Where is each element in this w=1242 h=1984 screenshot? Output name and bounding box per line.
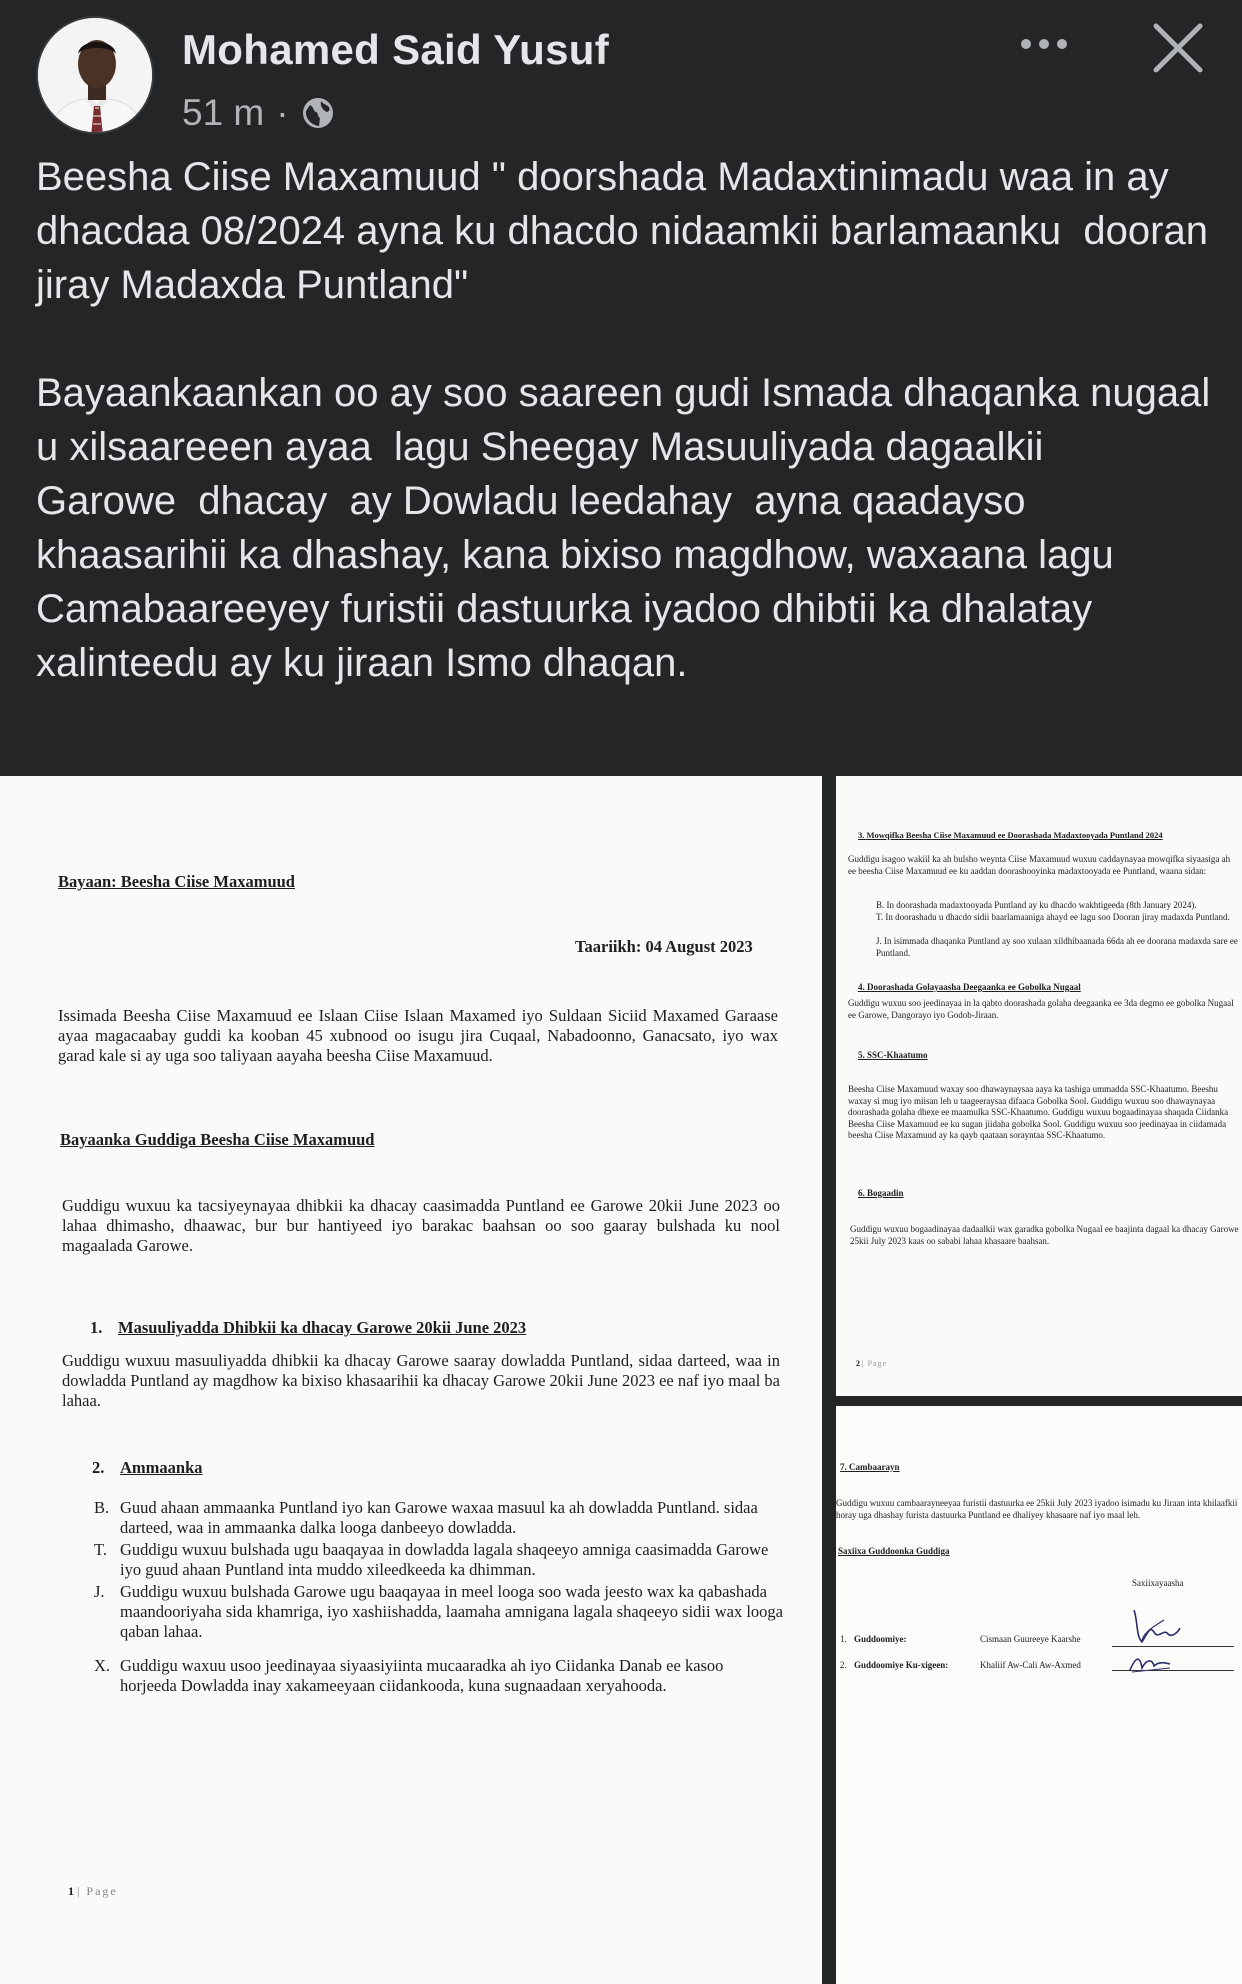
author-name[interactable]: Mohamed Said Yusuf bbox=[182, 26, 610, 73]
doc2-s3-item-b: B. In doorashada madaxtooyada Puntland ay ku dhacdo wakhtigeeda (8th January 2024). bbox=[876, 900, 1197, 910]
doc1-page-number: 1 bbox=[68, 1884, 74, 1898]
doc1-item-t-text: Guddigu wuxuu bulshada ugu baaqayaa in dowladda lagala shaqeeyo amniga caasimadda Garowe iyo guud ahaan Puntland inta muddo xileedkeeda ka dhimman. bbox=[120, 1540, 769, 1579]
doc2-s4-text: Guddigu wuxuu soo jeedinayaa in la qabto doorashada golaha deegaanka ee 3da degmo ee gobolka Nugaal ee Garowe, Dangorayo iyo Godob-Jiraan. bbox=[848, 998, 1234, 1020]
doc3-sig-header: Saxiixayaasha bbox=[1132, 1578, 1184, 1588]
doc3-row2-num: 2. bbox=[840, 1660, 847, 1670]
doc1-item-x-letter: X. bbox=[94, 1656, 111, 1675]
doc1-item-j-letter: J. bbox=[94, 1582, 105, 1601]
post-meta bbox=[182, 92, 335, 134]
doc1-s2-num: 2. bbox=[92, 1458, 105, 1477]
doc1-item-j-text: Guddigu wuxuu bulshada Garowe ugu baaqayaa in meel looga soo wada jeesto wax ka qabashada maandooriyaha sida khamriga, iyo xashiishadda, laamaha amnigana lagala shaqeeyo sidii wax looga qaban lahaa. bbox=[120, 1582, 783, 1641]
doc3-sig-title: Saxiixa Guddoonka Guddiga bbox=[838, 1546, 950, 1556]
doc2-s6-text: Guddigu wuxuu bogaadinayaa dadaalkii wax garadka gobolka Nugaal ee baajinta dagaal ka dhacay Garowe 25kii July 2023 kaas oo sababi lahaa khasaare baahsan. bbox=[850, 1224, 1239, 1246]
doc3-row2-name: Khaliif Aw-Cali Aw-Axmed bbox=[980, 1660, 1081, 1670]
doc3-row1-name: Cismaan Guureeye Kaarshe bbox=[980, 1634, 1081, 1644]
doc3-row1-num: 1. bbox=[840, 1634, 847, 1644]
document-image-page-1[interactable] bbox=[0, 776, 822, 1984]
doc1-title: Bayaan: Beesha Ciise Maxamuud bbox=[58, 872, 295, 891]
doc2-s3-item-j: J. In isimmada dhaqanka Puntland ay soo xulaan xildhibaanada 66da ah ee doorana madaxda sare ee Puntland. bbox=[876, 936, 1238, 958]
doc3-row2-role: Guddoomiye Ku-xigeen: bbox=[854, 1660, 949, 1670]
close-button[interactable] bbox=[1146, 16, 1210, 80]
doc1-para1: Guddigu wuxuu ka tacsiyeynayaa dhibkii ka dhacay caasimadda Puntland ee Garowe 20kii June 2023 oo lahaa dhimasho, dhaawac, bur bur hantiyeed iyo barakac baahsan oo soo gaaray bulshada ku nool magaalada Garowe. bbox=[62, 1196, 780, 1255]
signature-2-icon bbox=[1126, 1652, 1176, 1676]
post-paragraph-1: Beesha Ciise Maxamuud " doorshada Madaxtinimadu waa in ay dhacdaa 08/2024 ayna ku dhacdo nidaamkii barlamaanku dooran jiray Madaxda Puntland" bbox=[36, 155, 1220, 307]
doc1-s1-text: Guddigu wuxuu masuuliyadda dhibkii ka dhacay Garowe saaray dowladda Puntland, sidaa darteed, waa in dowladda Puntland ay magdhow ka bixiso khasaarihii ka dhacay Garowe 20kii June 2023 ee naf iyo maal ba lahaa. bbox=[62, 1351, 781, 1410]
doc1-item-b-text: Guud ahaan ammaanka Puntland iyo kan Garowe waxaa masuul ka ah dowladda Puntland. sidaa darteed, waa in ammaanka dalka looga danbeeyo dowladda. bbox=[120, 1498, 758, 1537]
post-paragraph-2: Bayaankaankan oo ay soo saareen gudi Ismada dhaqanka nugaal u xilsaareeen ayaa lagu Sheegay Masuuliyada dagaalkii Garowe dhacay ay Dowladu leedahay ayna qaadayso khaasarihii ka dhashay, kana bixiso magdhow, waxaana lagu Camabaareeyey furistii dastuurka iyadoo dhibtii ka dhalatay xalinteedu ay ku jiraan Ismo dhaqan. bbox=[36, 371, 1222, 685]
doc1-s1-title: Masuuliyadda Dhibkii ka dhacay Garowe 20kii June 2023 bbox=[118, 1318, 527, 1337]
doc2-footer bbox=[856, 1359, 887, 1368]
doc3-s7-text: Guddigu wuxuu cambaarayneeyaa furistii dastuurka ee 25kii July 2023 iyadoo isimadu ku Jiraan inta khilaafkii horay uga dhashay furista dastuurka Puntland ee dhaliyey khasaare naf iyo maal leh. bbox=[836, 1498, 1238, 1520]
document-image-page-2[interactable] bbox=[836, 776, 1242, 1396]
avatar[interactable] bbox=[36, 16, 154, 134]
post-header bbox=[0, 0, 1242, 140]
doc2-s5-title: 5. SSC-Khaatumo bbox=[858, 1050, 928, 1060]
doc1-item-x-text: Guddigu waxuu usoo jeedinayaa siyaasiyiinta mucaaradka ah iyo Ciidanka Danab ee kasoo horjeeda Dowladda inay xakameeyaan ciidankooda, kuna sugnaadaan xeryahooda. bbox=[120, 1656, 724, 1695]
doc1-footer bbox=[68, 1884, 118, 1899]
doc2-s5-text: Beesha Ciise Maxamuud waxay soo dhawaynaysaa aaya ka tashiga ummadda SSC-Khaatumo. Beeshu waxay si mug iyo miisan leh u taageeraysaa difaaca Gobolka Sool. Guddigu wuxuu soo dhawaynayaa doorashada golaha dhexe ee maamulka SSC-Khaatumo. Guddigu wuxuu bogaadinayaa shaqada Ciidanka Beesha Ciise Maxamuud ee ku sugan jiidaha gobolka Sool. Guddigu wuxuu soo jeedinayaa in ciidamada beesha Ciise Maxamuud ay ka qayb qaataan sorayntaa SSC-Khaatumo. bbox=[848, 1084, 1229, 1140]
signature-1-icon bbox=[1128, 1602, 1188, 1652]
post-time[interactable]: 51 m bbox=[182, 92, 265, 133]
doc1-page-label: | Page bbox=[77, 1884, 118, 1898]
doc2-page-label: | Page bbox=[862, 1359, 888, 1368]
doc3-s7-title: 7. Cambaarayn bbox=[840, 1462, 900, 1472]
doc3-row1-role: Guddoomiye: bbox=[854, 1634, 907, 1644]
doc2-s3-item-t: T. In doorashadu u dhacdo sidii baarlamaaniga ahayd ee lagu soo Dooran jiray madaxda Puntland. bbox=[876, 912, 1230, 922]
document-image-page-3[interactable] bbox=[836, 1406, 1242, 1984]
doc1-s1-num: 1. bbox=[90, 1318, 103, 1337]
doc2-s4-title: 4. Doorashada Golayaasha Deegaanka ee Gobolka Nugaal bbox=[858, 982, 1081, 992]
more-dots-icon bbox=[1019, 38, 1069, 50]
more-options-button[interactable] bbox=[1012, 24, 1076, 64]
globe-icon bbox=[301, 96, 335, 130]
close-icon bbox=[1146, 16, 1210, 80]
doc2-s3-title: 3. Mowqifka Beesha Ciise Maxamuud ee Doorashada Madaxtooyada Puntland 2024 bbox=[858, 830, 1163, 840]
doc2-page-number: 2 bbox=[856, 1359, 860, 1368]
doc1-subtitle: Bayaanka Guddiga Beesha Ciise Maxamuud bbox=[60, 1130, 375, 1149]
meta-separator: · bbox=[276, 92, 289, 133]
doc2-s6-title: 6. Bogaadin bbox=[858, 1188, 904, 1198]
doc2-s3-text: Guddigu isagoo wakiil ka ah bulsho weynta Ciise Maxamuud wuxuu caddaynayaa mowqifka siyaasiga ah ee beesha Ciise Maxamuud ee ku aaddan doorashooyinka madaxtooyada ee Puntland, waana sidan: bbox=[848, 854, 1231, 876]
post-text bbox=[36, 150, 1222, 690]
doc1-intro: Issimada Beesha Ciise Maxamuud ee Islaan Ciise Islaan Maxamed iyo Suldaan Siciid Maxamed Garaase ayaa magacaabay guddi ka kooban 45 xubnood oo isugu jira Cuqaal, Nabadoonno, Ganacsato, iyo wax garad kale si ay uga soo taliyaan aayaha beesha Ciise Maxamuud. bbox=[58, 1006, 778, 1065]
profile-photo bbox=[38, 18, 154, 134]
doc1-item-t-letter: T. bbox=[94, 1540, 107, 1559]
doc1-s2-title: Ammaanka bbox=[120, 1458, 203, 1477]
doc1-item-b-letter: B. bbox=[94, 1498, 110, 1517]
doc1-date: Taariikh: 04 August 2023 bbox=[575, 937, 753, 956]
